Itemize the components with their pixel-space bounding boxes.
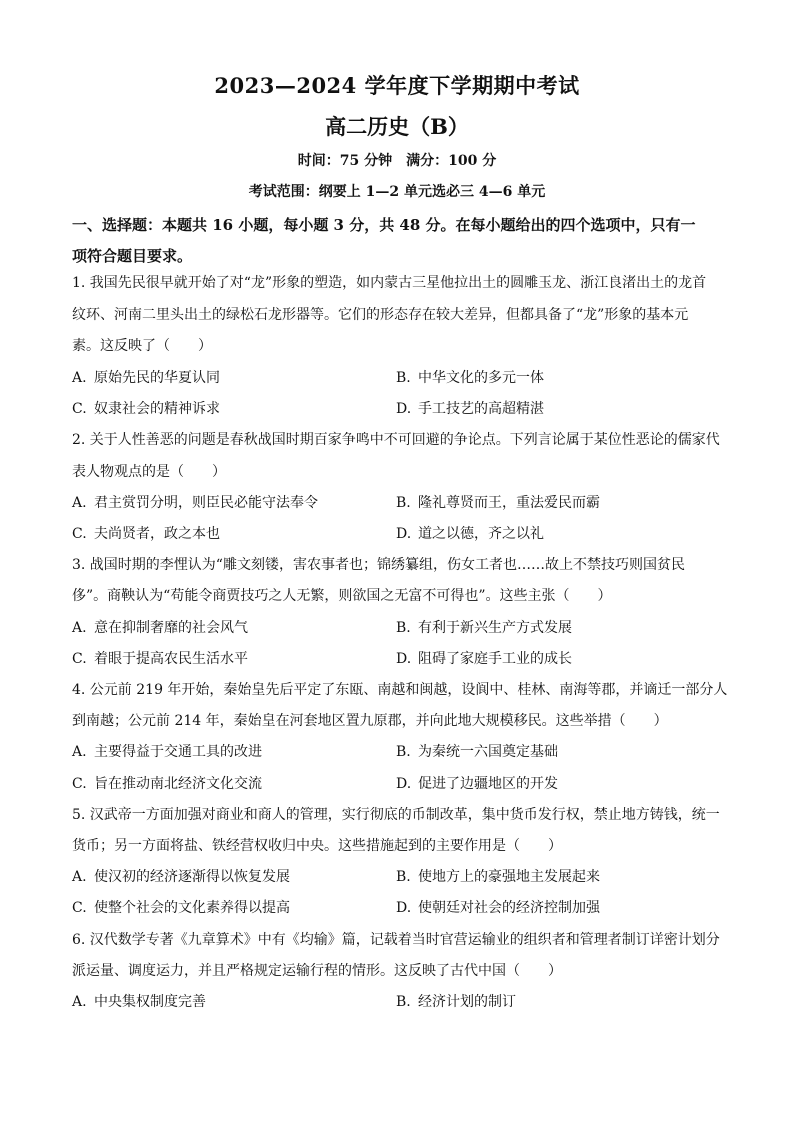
option-b bbox=[396, 992, 516, 1012]
option-text: 手工技艺的高超精湛 bbox=[418, 401, 544, 417]
question-stem-line: 1. 我国先民很早就开始了对“龙”形象的塑造，如内蒙古三星他拉出土的圆雕玉龙、浙江良渚出土的龙首 bbox=[72, 275, 707, 291]
question-stem-line: 5. 汉武帝一方面加强对商业和商人的管理，实行彻底的币制改革，集中货币发行权，禁止地方铸钱，统一 bbox=[72, 807, 720, 823]
option-key: C. bbox=[72, 401, 87, 417]
question-stem-line: 纹环、河南二里头出土的绿松石龙形器等。它们的形态存在较大差异，但都具备了“龙”形象的基本元 bbox=[72, 307, 689, 323]
question-stem-line: 4. 公元前 219 年开始，秦始皇先后平定了东瓯、南越和闽越，设阆中、桂林、南海等郡，并谪迁一部分人 bbox=[72, 682, 728, 698]
option-text: 道之以德，齐之以礼 bbox=[418, 526, 544, 542]
option-key: D. bbox=[396, 900, 412, 916]
option-key: B. bbox=[396, 994, 411, 1010]
option-key: C. bbox=[72, 651, 87, 667]
option-key: D. bbox=[396, 401, 412, 417]
option-text: 旨在推动南北经济文化交流 bbox=[94, 776, 262, 792]
option-text: 主要得益于交通工具的改进 bbox=[94, 744, 262, 760]
option-text: 使地方上的豪强地主发展起来 bbox=[418, 869, 600, 885]
option-b bbox=[396, 618, 572, 638]
question-stem-line: 2. 关于人性善恶的问题是春秋战国时期百家争鸣中不可回避的争论点。下列言论属于某位性恶论的儒家代 bbox=[72, 432, 720, 448]
option-key: C. bbox=[72, 776, 87, 792]
option-c bbox=[72, 399, 220, 419]
exam-full-score: 满分：100 分 bbox=[406, 153, 497, 169]
option-a bbox=[72, 618, 248, 638]
option-a bbox=[72, 742, 262, 762]
question-stem-line: 侈”。商鞅认为“苟能令商贾技巧之人无繁，则欲国之无富不可得也”。这些主张（ ） bbox=[72, 588, 612, 604]
exam-meta bbox=[0, 150, 794, 170]
option-text: 使整个社会的文化素养得以提高 bbox=[94, 900, 290, 916]
section-heading-line: 一、选择题：本题共 16 小题，每小题 3 分，共 48 分。在每小题给出的四个选项中，只有一 bbox=[72, 216, 696, 234]
option-key: A. bbox=[72, 620, 87, 636]
option-text: 促进了边疆地区的开发 bbox=[418, 776, 558, 792]
option-text: 隆礼尊贤而王，重法爱民而霸 bbox=[418, 495, 600, 511]
option-text: 意在抑制奢靡的社会风气 bbox=[94, 620, 248, 636]
section-heading-line: 项符合题目要求。 bbox=[72, 247, 193, 265]
option-text: 奴隶社会的精神诉求 bbox=[94, 401, 220, 417]
question-stem-line: 素。这反映了（ ） bbox=[72, 338, 212, 354]
option-b bbox=[396, 867, 600, 887]
option-key: B. bbox=[396, 495, 411, 511]
option-text: 中央集权制度完善 bbox=[94, 994, 206, 1010]
option-c bbox=[72, 774, 262, 794]
option-text: 君主赏罚分明，则臣民必能守法奉令 bbox=[94, 495, 318, 511]
option-text: 经济计划的制订 bbox=[418, 994, 516, 1010]
option-a bbox=[72, 992, 206, 1012]
option-key: A. bbox=[72, 495, 87, 511]
question-stem-line: 货币；另一方面将盐、铁经营权收归中央。这些措施起到的主要作用是（ ） bbox=[72, 838, 562, 854]
option-text: 为秦统一六国奠定基础 bbox=[418, 744, 558, 760]
option-text: 阻碍了家庭手工业的成长 bbox=[418, 651, 572, 667]
option-d bbox=[396, 898, 600, 918]
option-key: A. bbox=[72, 869, 87, 885]
exam-title: 2023—2024 学年度下学期期中考试 bbox=[214, 73, 580, 98]
option-c bbox=[72, 649, 248, 669]
option-d bbox=[396, 774, 558, 794]
question-stem-line: 3. 战国时期的李悝认为“雕文刻镂，害农事者也；锦绣纂组，伤女工者也……故上不禁技巧则国贫民 bbox=[72, 557, 685, 573]
section-heading bbox=[72, 210, 732, 272]
subject-title: 高二历史（B） bbox=[325, 114, 469, 139]
question-stem-line: 表人物观点的是（ ） bbox=[72, 464, 226, 480]
option-key: C. bbox=[72, 900, 87, 916]
option-text: 夫尚贤者，政之本也 bbox=[94, 526, 220, 542]
option-a bbox=[72, 867, 290, 887]
option-text: 有利于新兴生产方式发展 bbox=[418, 620, 572, 636]
question-stem-line: 派运量、调度运力，并且严格规定运输行程的情形。这反映了古代中国（ ） bbox=[72, 963, 562, 979]
option-c bbox=[72, 898, 290, 918]
question-stem-line: 6. 汉代数学专著《九章算术》中有《均输》篇，记载着当时官营运输业的组织者和管理者制订详密计划分 bbox=[72, 932, 720, 948]
option-key: D. bbox=[396, 776, 412, 792]
option-c bbox=[72, 524, 220, 544]
option-key: D. bbox=[396, 526, 412, 542]
option-a bbox=[72, 368, 220, 388]
option-key: B. bbox=[396, 370, 411, 386]
exam-scope: 考试范围：纲要上 1—2 单元选必三 4—6 单元 bbox=[248, 184, 546, 200]
option-text: 使汉初的经济逐渐得以恢复发展 bbox=[94, 869, 290, 885]
option-key: A. bbox=[72, 994, 87, 1010]
option-key: B. bbox=[396, 620, 411, 636]
option-key: B. bbox=[396, 869, 411, 885]
option-b bbox=[396, 742, 558, 762]
option-key: C. bbox=[72, 526, 87, 542]
option-key: D. bbox=[396, 651, 412, 667]
option-key: A. bbox=[72, 744, 87, 760]
option-a bbox=[72, 493, 318, 513]
option-b bbox=[396, 368, 544, 388]
option-b bbox=[396, 493, 600, 513]
exam-time: 时间：75 分钟 bbox=[297, 153, 393, 169]
option-key: A. bbox=[72, 370, 87, 386]
option-text: 原始先民的华夏认同 bbox=[94, 370, 220, 386]
option-d bbox=[396, 399, 544, 419]
question-stem-line: 到南越；公元前 214 年，秦始皇在河套地区置九原郡，并向此地大规模移民。这些举措（ ） bbox=[72, 713, 668, 729]
option-text: 使朝廷对社会的经济控制加强 bbox=[418, 900, 600, 916]
option-text: 中华文化的多元一体 bbox=[418, 370, 544, 386]
option-key: B. bbox=[396, 744, 411, 760]
option-d bbox=[396, 649, 572, 669]
option-text: 着眼于提高农民生活水平 bbox=[94, 651, 248, 667]
option-d bbox=[396, 524, 544, 544]
